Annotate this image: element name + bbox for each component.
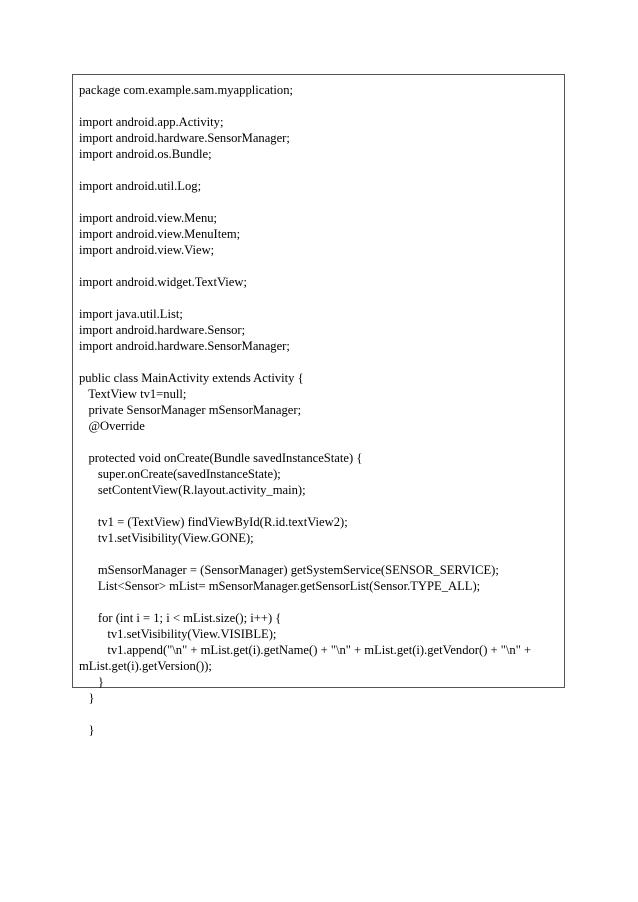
code-line: protected void onCreate(Bundle savedInstanceState) { [79,451,363,465]
code-line [79,194,558,210]
code-line: import android.view.View; [79,243,215,257]
code-line: } [79,723,95,737]
code-line: } [79,675,104,689]
code-line [79,98,558,114]
code-line [79,706,558,722]
code-line: tv1.setVisibility(View.VISIBLE); [79,627,277,641]
code-line: @Override [79,419,145,433]
code-line: import android.hardware.SensorManager; [79,339,290,353]
code-line: for (int i = 1; i < mList.size(); i++) { [79,611,282,625]
code-line [79,162,558,178]
code-line: import android.util.Log; [79,179,202,193]
code-line [79,258,558,274]
code-line: public class MainActivity extends Activity { [79,371,304,385]
code-line: super.onCreate(savedInstanceState); [79,467,281,481]
code-line: import java.util.List; [79,307,183,321]
code-line [79,498,558,514]
code-line: import android.widget.TextView; [79,275,247,289]
code-line [79,434,558,450]
code-listing-box [72,74,565,737]
code-line: } [79,691,95,705]
code-line [79,594,558,610]
code-line [79,546,558,562]
code-line: import android.app.Activity; [79,115,224,129]
code-line: import android.hardware.Sensor; [79,323,246,337]
code-line: import android.os.Bundle; [79,147,212,161]
code-line: import android.hardware.SensorManager; [79,131,290,145]
code-line: setContentView(R.layout.activity_main); [79,483,306,497]
code-lines [79,82,558,738]
code-line: import android.view.MenuItem; [79,227,241,241]
code-line [79,290,558,306]
code-line: mSensorManager = (SensorManager) getSystemService(SENSOR_SERVICE); [79,563,499,577]
code-line: TextView tv1=null; [79,387,187,401]
code-line: tv1.setVisibility(View.GONE); [79,531,254,545]
code-line: private SensorManager mSensorManager; [79,403,302,417]
code-line: List<Sensor> mList= mSensorManager.getSensorList(Sensor.TYPE_ALL); [79,579,481,593]
code-line: mList.get(i).getVersion()); [79,659,212,673]
code-line: tv1.append("\n" + mList.get(i).getName() + "\n" + mList.get(i).getVendor() + "\n" + [79,643,532,657]
code-line: import android.view.Menu; [79,211,218,225]
code-line: package com.example.sam.myapplication; [79,83,294,97]
code-line: tv1 = (TextView) findViewById(R.id.textView2); [79,515,348,529]
code-line [79,354,558,370]
